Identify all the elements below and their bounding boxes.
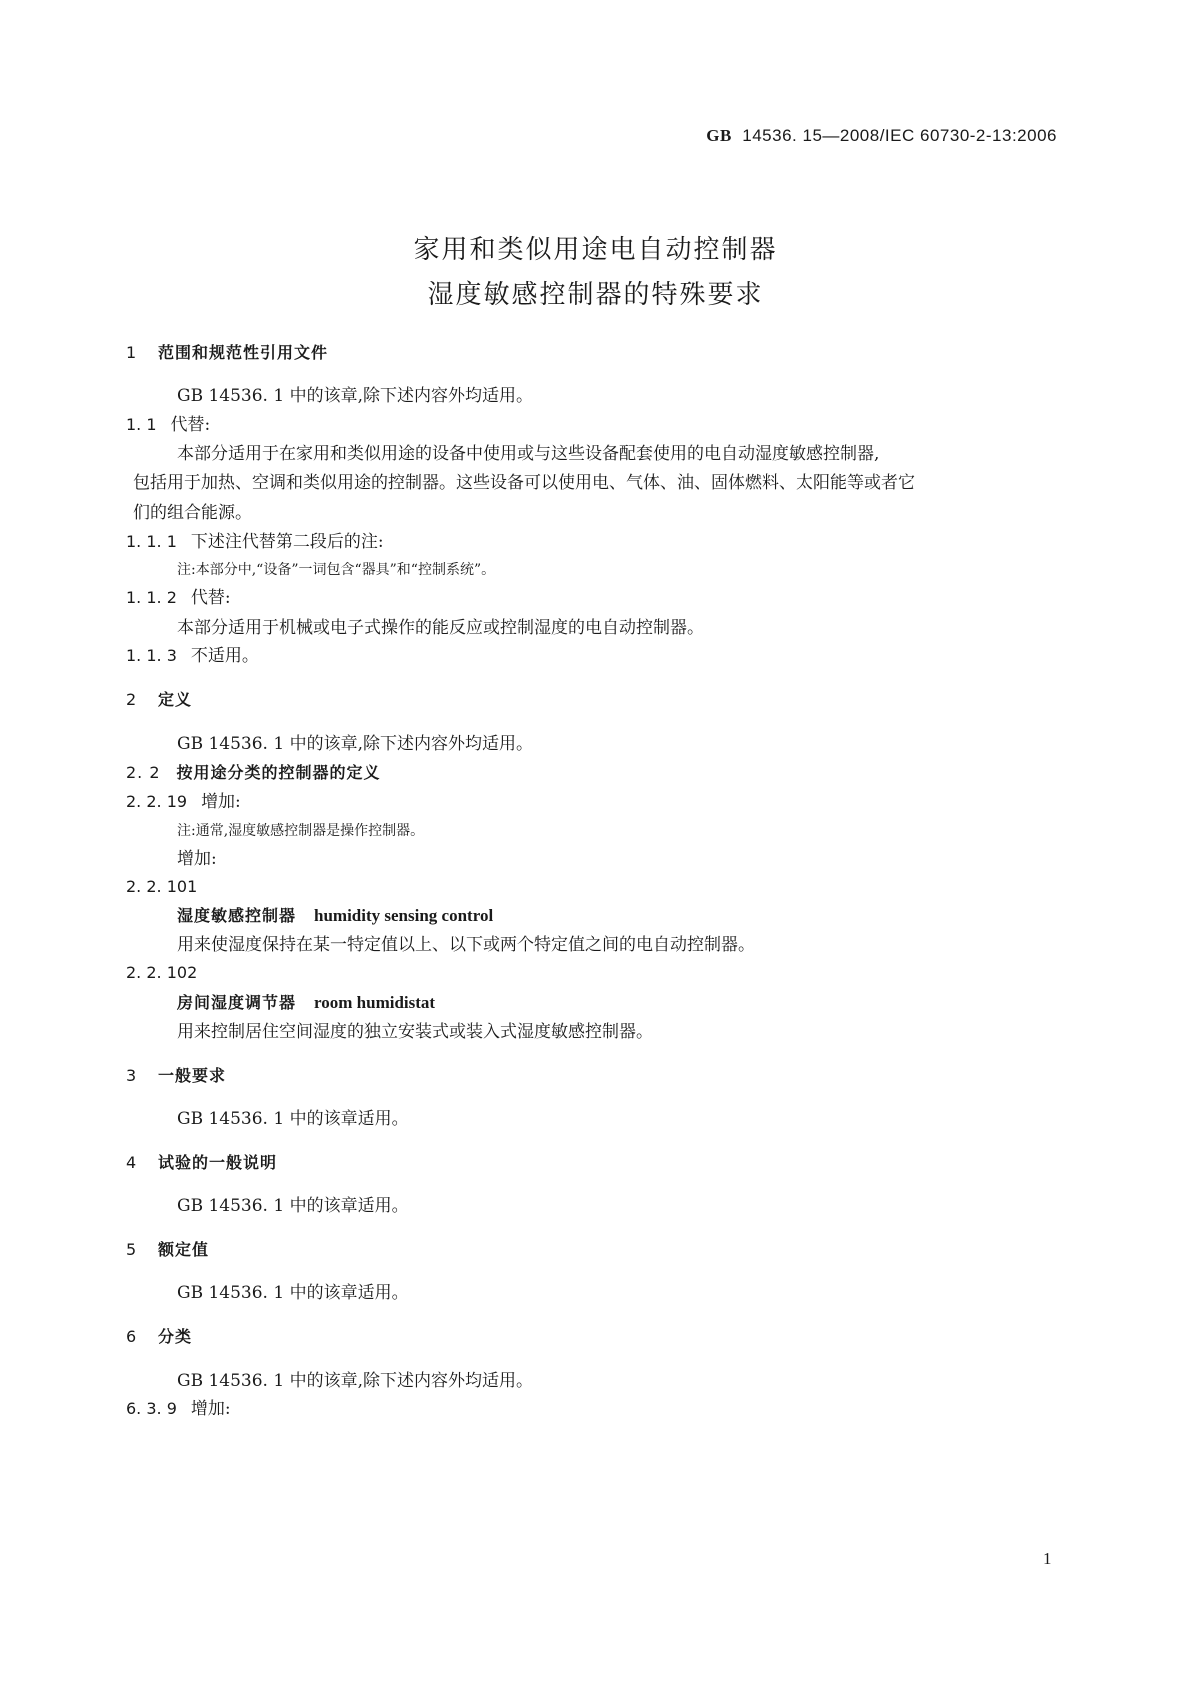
section-number: 4 [126,1153,138,1172]
clause-number: 2. 2. 19 [126,792,188,811]
clause-number: 1. 1 [126,415,157,434]
clause-1-1-1 [126,531,384,553]
paragraph: GB 14536. 1 中的该章,除下述内容外均适用。 [177,386,533,406]
section-title: 范围和规范性引用文件 [158,343,329,362]
paragraph: GB 14536. 1 中的该章适用。 [177,1283,409,1303]
clause-title: 按用途分类的控制器的定义 [176,763,381,782]
paragraph: 们的组合能源。 [133,503,252,523]
clause-number: 2. 2. 101 [126,877,198,896]
standard-prefix: GB [706,126,732,145]
section-title: 分类 [158,1327,193,1346]
clause-2-2-19 [126,791,241,813]
section-heading-5 [126,1239,209,1261]
clause-2-2-102 [126,962,211,984]
paragraph: GB 14536. 1 中的该章适用。 [177,1196,409,1216]
term-entry [177,992,435,1014]
clause-text: 下述注代替第二段后的注: [190,532,384,552]
section-number: 6 [126,1327,138,1346]
term-chinese: 房间湿度调节器 [177,993,297,1012]
section-title: 定义 [158,690,193,709]
clause-number: 1. 1. 3 [126,646,177,665]
clause-number: 6. 3. 9 [126,1399,177,1418]
section-number: 2 [126,690,138,709]
clause-text: 增加: [201,792,241,812]
paragraph: 包括用于加热、空调和类似用途的控制器。这些设备可以使用电、气体、油、固体燃料、太阳能等或者它 [133,473,915,493]
document-title-line-2: 湿度敏感控制器的特殊要求 [427,280,764,310]
definition: 用来控制居住空间湿度的独立安装式或装入式湿度敏感控制器。 [177,1022,653,1042]
paragraph: GB 14536. 1 中的该章,除下述内容外均适用。 [177,734,533,754]
clause-text: 代替: [190,588,231,608]
section-heading-4 [126,1152,277,1174]
term-entry [177,905,493,927]
section-heading-6 [126,1326,192,1348]
section-number: 1 [126,343,138,362]
clause-2-2 [126,762,381,784]
section-title: 额定值 [158,1240,210,1259]
definition: 用来使湿度保持在某一特定值以上、以下或两个特定值之间的电自动控制器。 [177,935,755,955]
document-title-line-1: 家用和类似用途电自动控制器 [413,235,778,265]
clause-number: 1. 1. 2 [126,588,177,607]
standard-code [706,126,1057,146]
page-number: 1 [1043,1549,1052,1568]
term-english: humidity sensing control [314,906,494,925]
paragraph: GB 14536. 1 中的该章,除下述内容外均适用。 [177,1371,533,1391]
clause-text: 增加: [190,1399,231,1419]
clause-1-1-3 [126,645,259,667]
section-heading-3 [126,1065,226,1087]
clause-text: 代替: [170,415,211,435]
clause-6-3-9 [126,1398,231,1420]
paragraph: 本部分适用于在家用和类似用途的设备中使用或与这些设备配套使用的电自动湿度敏感控制器, [177,444,880,464]
clause-text: 不适用。 [190,646,259,666]
clause-2-2-101 [126,876,211,898]
clause-number: 2. 2. 102 [126,963,198,982]
section-title: 一般要求 [158,1066,227,1085]
clause-1-1-2 [126,587,231,609]
note: 注:通常,湿度敏感控制器是操作控制器。 [177,823,425,839]
paragraph: GB 14536. 1 中的该章适用。 [177,1109,409,1129]
section-heading-1 [126,342,328,364]
section-heading-2 [126,689,192,711]
clause-number: 2. 2 [126,763,161,782]
paragraph: 本部分适用于机械或电子式操作的能反应或控制湿度的电自动控制器。 [177,618,704,638]
clause-1-1 [126,414,210,436]
standard-number: 14536. 15—2008/IEC 60730-2-13:2006 [742,126,1057,145]
section-number: 5 [126,1240,138,1259]
term-chinese: 湿度敏感控制器 [177,906,297,925]
note: 注:本部分中,“设备”一词包含“器具”和“控制系统”。 [177,562,496,578]
clause-number: 1. 1. 1 [126,532,177,551]
paragraph: 增加: [177,849,217,869]
term-english: room humidistat [314,993,436,1012]
section-number: 3 [126,1066,138,1085]
section-title: 试验的一般说明 [158,1153,278,1172]
